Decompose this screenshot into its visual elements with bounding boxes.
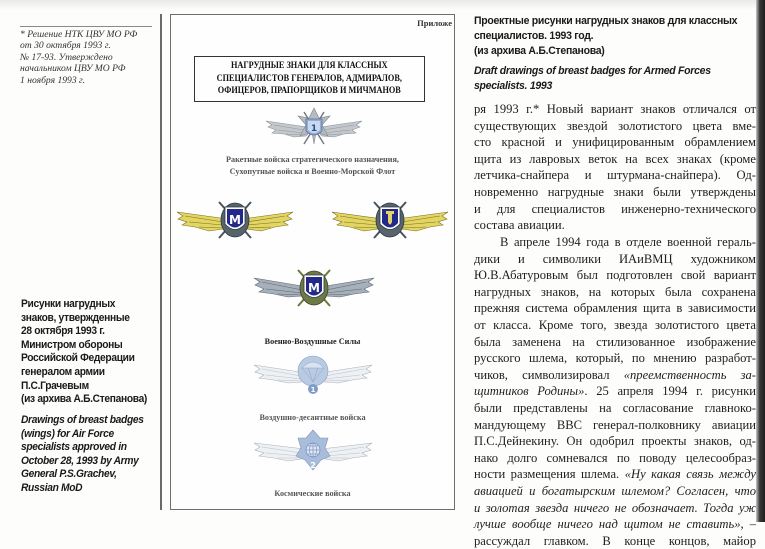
body-line: были представлены на согласование главноко- [474, 400, 756, 415]
body-line: и для специалистов инженерно-технического [474, 201, 756, 216]
body-line: рассуждал главком. В конце концов, майор [474, 533, 756, 548]
body-paragraph-1 [474, 101, 756, 234]
quote-line [474, 500, 756, 517]
wing-badge-gold-bomb-icon [330, 198, 450, 244]
footnote: * Решение НТК ЦВУ МО РФ от 30 октября 1993 г. № 17-93. Утверждено начальником ЦВУ МО РФ 1 ноября 1993 г. [20, 29, 138, 86]
wing-badge-space-icon [252, 428, 374, 476]
wing-badge-gold-m-icon [175, 198, 295, 244]
quote-fragment: лучше вообще ничего над щитом не ставить» [474, 517, 741, 532]
badge-strategic-missile-forces [264, 106, 364, 150]
body-line: П.С.Дейнекину. Он одобрил проекты знаков, од- [474, 434, 756, 449]
body-line: летчика-снайпера и штурмана-снайпера). Од- [474, 168, 756, 183]
archival-document-figure [170, 14, 455, 510]
badge-emblem-letter: М [229, 213, 241, 227]
quote-fragment: «Ну какая связь между [624, 467, 756, 482]
body-line: нако долго сомневался по поводу целесообраз- [474, 450, 756, 465]
badge-class-numeral: 1 [310, 124, 318, 134]
book-spine-shadow [756, 0, 765, 522]
gutter-rule [160, 14, 162, 510]
body-line: от класса. Кроме того, звезда золотистого цвета [474, 317, 756, 332]
body-fragment: . 25 апреля 1994 г. рисунки [584, 384, 756, 399]
page-top-shade [0, 0, 765, 10]
badge-airborne-troops [252, 352, 374, 396]
badge-gold-bomb [330, 198, 450, 244]
footnote-rule [20, 26, 152, 27]
badge-space-forces [252, 428, 374, 476]
body-fragment: ности размещения шлема. [474, 467, 620, 482]
quote-line [474, 483, 756, 500]
figure-caption-russian: Рисунки нагрудных знаков, утвержденные 28 октября 1993 г. Министром обороны Российской Федерации генералом армии П.С.Грачевым (из архива А.Б.Степанова) [21, 298, 148, 406]
badge-gold-m [175, 198, 295, 244]
body-line: щита из лавровых веток на всех знаках (кроме [474, 151, 756, 166]
wing-badge-silver-m-icon [252, 266, 376, 310]
body-line: нагрудных знаков, на которых была сохранена [474, 284, 756, 299]
body-line: прежняя система обрамления щита в зависимости [474, 301, 756, 316]
body-paragraph-2 [474, 234, 756, 549]
quote-fragment: и золотая звезда ничего не обозначает. Тогда уж [474, 500, 756, 515]
figure-heading-english: Draft drawings of breast badges for Armed Forces specialists. 1993 [474, 65, 711, 92]
document-title-box [194, 56, 425, 102]
badge-emblem-letter: М [308, 281, 320, 295]
body-fragment: , – [740, 517, 757, 532]
quote-fragment: авиацией и богатырским шлемом? Согласен, что [474, 483, 756, 498]
branch-label-space-forces: Космические войска [274, 489, 351, 498]
branch-label-strategic-missile-forces: Ракетные войска стратегического назначения, Сухопутные войска и Военно-Морской Флот [226, 155, 399, 176]
body-line-mixed [474, 516, 756, 533]
branch-label-air-force: Военно-Воздушные Силы [264, 337, 361, 346]
wing-badge-airborne-icon [252, 352, 374, 396]
figure-caption-english: Drawings of breast badges (wings) for Air Force specialists approved in October 28, 1993 by Army General P.S.Grachev, Russian MoD [21, 414, 144, 494]
body-fragment: чиков, символизировал [474, 367, 610, 382]
body-line: новременно нагрудные знаки были утверждены [474, 184, 756, 199]
body-line: Ю.В.Абатуровым был подготовлен свой вариант [474, 268, 756, 283]
figure-heading-russian: Проектные рисунки нагрудных знаков для классных специалистов. 1993 год. (из архива А.Б.Степанова) [474, 15, 738, 57]
body-line: дики и символики ИАиВМЦ художником [474, 251, 756, 266]
wing-badge-silver-1-icon [264, 106, 364, 150]
body-line: русского шлема, который, по мнению разработ- [474, 351, 756, 366]
body-line: ря 1993 г.* Новый вариант знаков отличался от [474, 102, 756, 116]
badge-class-numeral: 2 [310, 461, 316, 470]
body-line: В апреле 1994 года в отделе военной гераль- [500, 235, 756, 249]
body-line: была заменена на стилизованное изображение [474, 334, 756, 349]
body-line: состава авиации. [474, 218, 565, 233]
body-line-mixed [474, 367, 756, 384]
branch-label-airborne-troops: Воздушно-десантные войска [259, 413, 366, 422]
body-line: сто красной и унифицированным обрамлением [474, 135, 756, 150]
body-line-mixed [474, 466, 756, 483]
quote-fragment: щитников Родины» [474, 384, 585, 399]
document-title: НАГРУДНЫЕ ЗНАКИ ДЛЯ КЛАССНЫХ СПЕЦИАЛИСТОВ ГЕНЕРАЛОВ, АДМИРАЛОВ, ОФИЦЕРОВ, ПРАПОРЩИКОВ И МИЧМАНОВ [216, 61, 403, 97]
quote-fragment: «преемственность за- [623, 367, 757, 382]
appendix-label: Приложе [417, 18, 452, 28]
body-line-mixed [474, 383, 756, 400]
body-line: существующих звездой золотистого цвета вме- [474, 118, 756, 133]
body-line: мандующему ВВС генерал-полковнику авиации [474, 417, 756, 432]
badge-class-numeral: 1 [310, 386, 316, 394]
badge-air-force [252, 266, 376, 310]
